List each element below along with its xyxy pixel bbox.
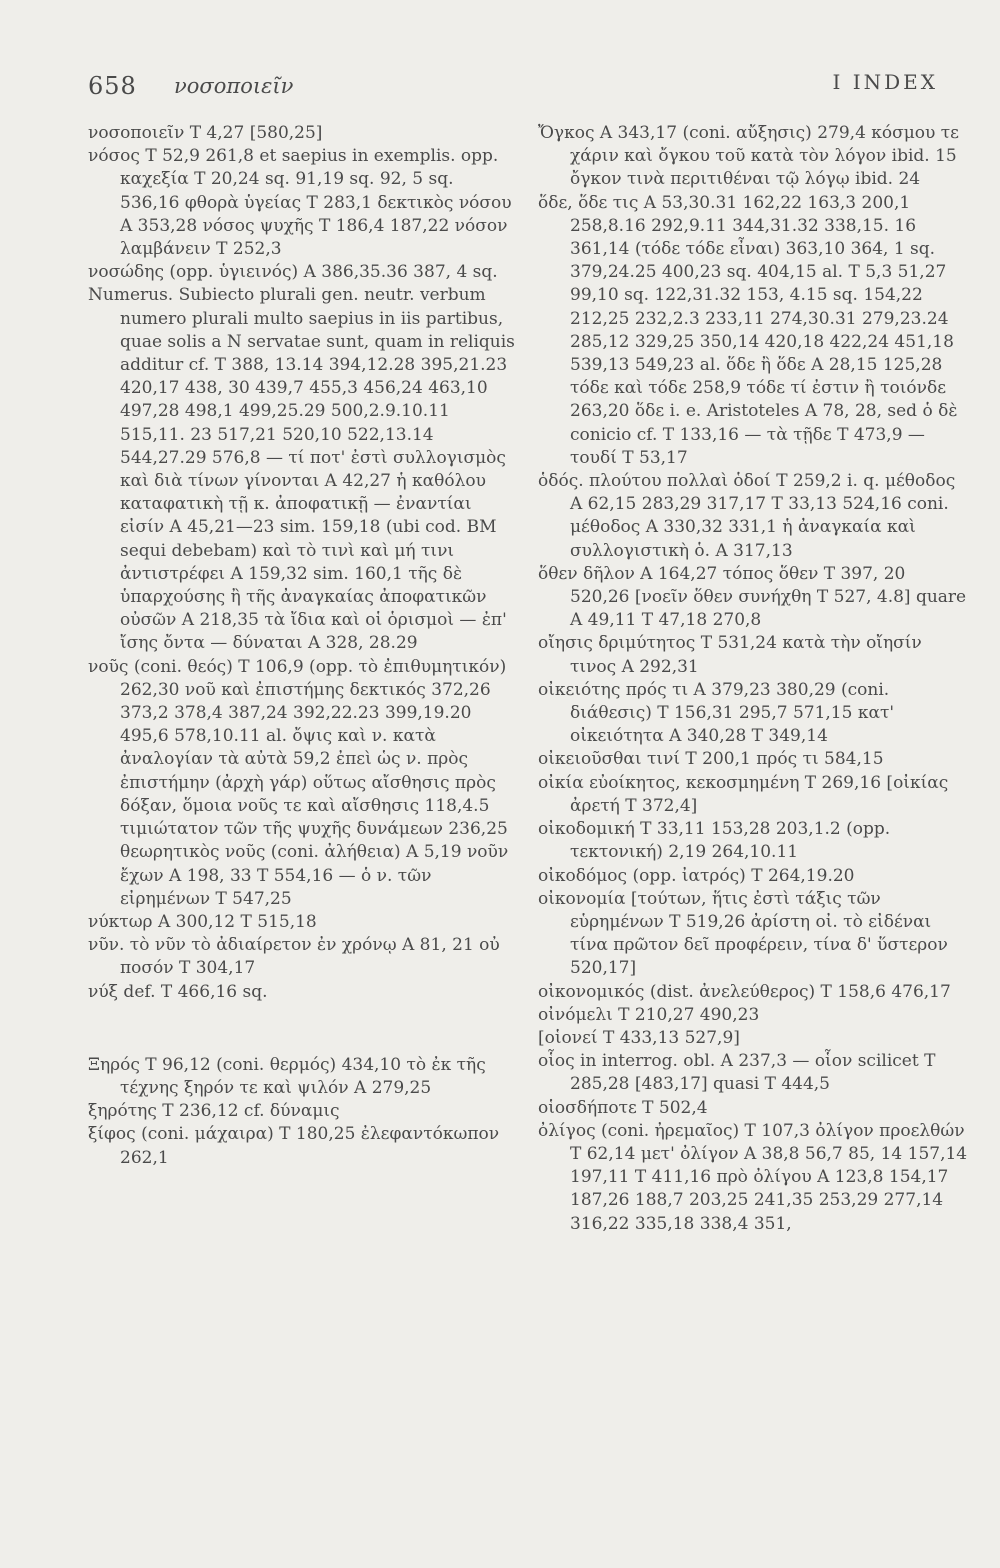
index-entry: ὅδε, ὅδε τις A 53,30.31 162,22 163,3 200,1 258,8.16 292,9.11 344,31.32 338,15. 16 361,14 (τόδε τόδε εἶναι) 363,10 364, 1 sq. 379,24.25 400,23 sq. 404,15 al. T 5,3 51,27 99,10 sq. 122,31.32 153, 4.15 sq. 154,22 212,25 232,2.3 233,11 274,30.31 279,23.24 285,12 329,25 350,14 420,18 422,24 451,18 539,13 549,23 al. ὅδε ἢ ὅδε A 28,15 125,28 τόδε καὶ τόδε 258,9 τόδε τί ἐστιν ἢ τοιόνδε 263,20 ὅδε i. e. Aristoteles A 78, 28, sed ὁ δὲ conicio cf. T 133,16 — τὰ τῇδε T 473,9 — τουδί T 53,17 <box>538 192 958 468</box>
section-gap <box>88 1004 518 1054</box>
index-entry: οἱοσδήποτε T 502,4 <box>538 1097 708 1118</box>
index-entry: οἴησις δριμύτητος T 531,24 κατὰ τὴν οἴησίν τινος A 292,31 <box>538 633 922 677</box>
index-entry: οἷος in interrog. obl. A 237,3 — οἷον scilicet T 285,28 [483,17] quasi T 444,5 <box>538 1051 936 1095</box>
page-number: 658 <box>88 72 137 100</box>
index-entry: νοῦς (coni. θεός) T 106,9 (opp. τὸ ἐπιθυμητικόν) 262,30 νοῦ καὶ ἐπιστήμης δεκτικός 372,26 373,2 378,4 387,24 392,22.23 399,19.20 495,6 578,10.11 al. ὄψις καὶ ν. κατὰ ἀναλογίαν τὰ αὐτὰ 59,2 ἐπεὶ ὡς ν. πρὸς ἐπιστήμην (ἀρχὴ γάρ) οὕτως αἴσθησις πρὸς δόξαν, ὅμοια νοῦς τε καὶ αἴσθησις 118,4.5 τιμιώτατον τῶν τῆς ψυχῆς δυνάμεων 236,25 θεωρητικὸς νοῦς (coni. ἀλήθεια) A 5,19 νοῦν ἔχων A 198, 33 T 554,16 — ὁ ν. τῶν εἰρημένων T 547,25 <box>88 656 509 909</box>
index-entry: ὅθεν δῆλον A 164,27 τόπος ὅθεν T 397, 20 520,26 [νοεῖν ὅθεν συνήχθη T 527, 4.8] quare A 49,11 T 47,18 270,8 <box>538 563 967 631</box>
index-entry: νοσοποιεῖν T 4,27 [580,25] <box>88 123 323 143</box>
left-column <box>88 122 518 1170</box>
section-title: I INDEX <box>832 70 938 94</box>
index-entry: ὀλίγος (coni. ἠρεμαῖος) T 107,3 ὀλίγον προελθών T 62,14 μετ' ὀλίγον A 38,8 56,7 85, 14 157,14 197,11 T 411,16 πρὸ ὀλίγου A 123,8 154,17 187,26 188,7 203,25 241,35 253,29 277,14 316,22 335,18 338,4 351, <box>538 1120 968 1234</box>
index-entry: Numerus. Subiecto plurali gen. neutr. verbum numero plurali multo saepius in iis partibus, quae solis a N servatae sunt, quam in reliquis additur cf. T 388, 13.14 394,12.28 395,21.23 420,17 438, 30 439,7 455,3 456,24 463,10 497,28 498,1 499,25.29 500,2.9.10.11 515,11. 23 517,21 520,10 522,13.14 544,27.29 576,8 — τί ποτ' ἐστὶ συλλογισμὸς καὶ διὰ τίνων γίνονται A 42,27 ἡ καθόλου καταφατικὴ τῇ κ. ἀποφατικῇ — ἐναντίαι εἰσίν A 45,21—23 sim. 159,18 (ubi cod. BM sequi debebam) καὶ τὸ τινὶ καὶ μή τινι ἀντιστρέφει A 159,32 sim. 160,1 τῆς δὲ ὑπαρχούσης ἢ τῆς ἀναγκαίας ἀποφατικῶν οὐσῶν A 218,35 τὰ ἴδια καὶ οἱ ὁρισμοὶ — ἐπ' ἴσης ὄντα — δύναται A 328, 28.29 <box>88 285 515 654</box>
index-entry: ξίφος (coni. μάχαιρα) T 180,25 ἐλεφαντόκωπον 262,1 <box>88 1124 500 1168</box>
index-entry: νύκτωρ A 300,12 T 515,18 <box>88 911 317 932</box>
index-entry: οἰκονομικός (dist. ἀνελεύθερος) T 158,6 476,17 <box>538 981 951 1002</box>
index-entry: νοσώδης (opp. ὑγιεινός) A 386,35.36 387, 4 sq. <box>88 262 498 283</box>
index-entry: νῦν. τὸ νῦν τὸ ἀδιαίρετον ἐν χρόνῳ A 81, 21 οὐ ποσόν T 304,17 <box>88 935 500 979</box>
index-entry: ξηρότης T 236,12 cf. δύναμις <box>88 1101 340 1122</box>
index-entry: Ὄγκος A 343,17 (coni. αὔξησις) 279,4 κόσμου τε χάριν καὶ ὄγκου τοῦ κατὰ τὸν λόγον ibid. 15 ὄγκον τινὰ περιτιθέναι τῷ λόγῳ ibid. 24 <box>538 123 959 190</box>
index-entry: [οἱονεί T 433,13 527,9] <box>538 1027 740 1048</box>
index-entry: οἰκειοῦσθαι τινί T 200,1 πρός τι 584,15 <box>538 749 884 770</box>
index-entry: οἰκοδόμος (opp. ἰατρός) T 264,19.20 <box>538 865 855 886</box>
index-entry: οἰκειότης πρός τι A 379,23 380,29 (coni. διάθεσις) T 156,31 295,7 571,15 κατ' οἰκειότητα A 340,28 T 349,14 <box>538 679 895 747</box>
index-entry: οἰκοδομική T 33,11 153,28 203,1.2 (opp. τεκτονική) 2,19 264,10.11 <box>538 819 891 863</box>
index-entry: Ξηρός T 96,12 (coni. θερμός) 434,10 τὸ ἐκ τῆς τέχνης ξηρόν τε καὶ ψιλόν A 279,25 <box>88 1054 486 1098</box>
running-headword: νοσοποιεῖν <box>174 74 294 98</box>
index-entry: νόσος T 52,9 261,8 et saepius in exemplis. opp. καχεξία T 20,24 sq. 91,19 sq. 92, 5 sq. 536,16 φθορὰ ὑγείας T 283,1 δεκτικὸς νόσου A 353,28 νόσος ψυχῆς T 186,4 187,22 νόσον λαμβάνειν T 252,3 <box>88 146 512 260</box>
page-header <box>78 66 938 106</box>
index-entry: οἰκία εὐοίκητος, κεκοσμημένη T 269,16 [οἰκίας ἀρετή T 372,4] <box>538 772 949 816</box>
index-entry: οἰνόμελι T 210,27 490,23 <box>538 1004 760 1025</box>
index-entry: οἰκονομία [τούτων, ἥτις ἐστὶ τάξις τῶν εὑρημένων T 519,26 ἀρίστη οἰ. τὸ εἰδέναι τίνα πρῶτον δεῖ προφέρειν, τίνα δ' ὕστερον 520,17] <box>538 888 948 979</box>
index-entry: ὁδός. πλούτου πολλαὶ ὁδοί T 259,2 i. q. μέθοδος A 62,15 283,29 317,17 T 33,13 524,16 coni. μέθοδος A 330,32 331,1 ἡ ἀναγκαία καὶ συλλογιστικὴ ὁ. A 317,13 <box>538 471 956 561</box>
right-column <box>538 122 968 1236</box>
index-entry: νύξ def. T 466,16 sq. <box>88 981 268 1002</box>
